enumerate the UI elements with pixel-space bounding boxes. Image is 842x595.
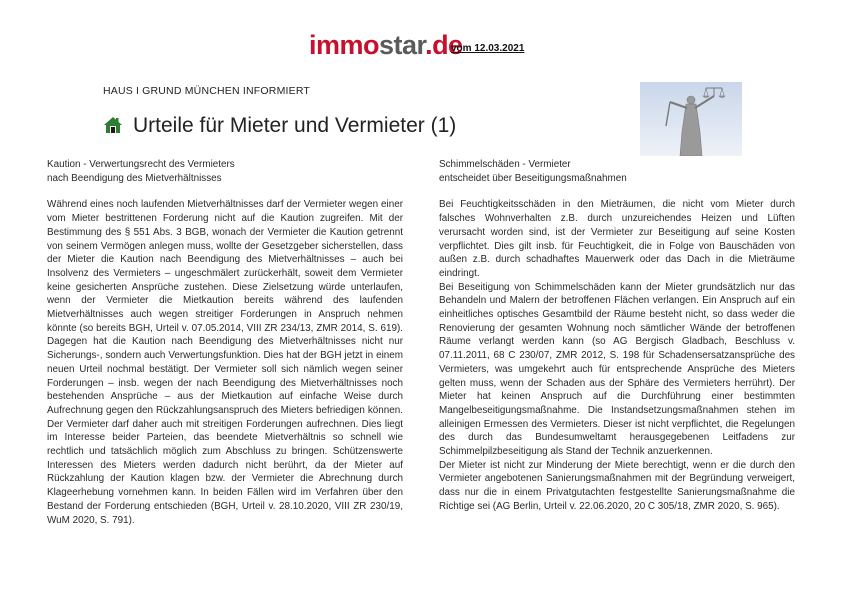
schimmel-heading-line1: Schimmelschäden - Vermieter [439, 159, 571, 170]
kaution-heading-line2: nach Beendigung des Mietverhältnisses [47, 172, 222, 184]
article-kaution [47, 158, 403, 527]
org-haus: HAUS [103, 85, 133, 97]
organization-line [103, 85, 310, 97]
org-separator: I [135, 85, 140, 97]
schimmel-paragraph-2: Bei Beseitigung von Schimmelschäden kann der Mieter grundsätzlich nur das Behandeln und Malern der betroffenen Flächen verlangen. Ein Anspruch auf ein einheitliches optisches Gesamtbild der Räume besteht nicht, so dass weder die Renovierung der gesamten Wohnung noch sämtlicher Wände der betroffenen Räume verlangt werden kann (so AG Bergisch Gladbach, Beschluss v. 07.11.2011, 68 C 230/07, ZMR 2012, S. 198 für Schadensersatzansprüche des Vermieters, was umgekehrt auch für entsprechende Ansprüche des Mieters gelten muss, wenn der Schaden aus der Sphäre des Vermieters herrührt). Der Mieter hat keinen Anspruch auf die Durchführung einer bestimmten Mangelbeseitigungsmaßnahme. Die Instandsetzungsmaßnahmen stehen im alleinigen Ermessen des Vermieters. Dieser ist nicht verpflichtet, die Regelungen des durch das Bundesumweltamt herausgegebenen Leitfadens zur Schimmelpilzbeseitigung als Stand der Technik anzuerkennen. [439, 281, 795, 458]
logo-part-star: star [379, 30, 426, 60]
article-schimmel [439, 158, 795, 514]
logo-part-de: .de [425, 30, 463, 60]
org-grund: GRUND MÜNCHEN INFORMIERT [142, 85, 311, 97]
lady-justice-image [640, 82, 742, 156]
schimmel-heading-line2: entscheidet über Beseitigungsmaßnahmen [439, 172, 627, 184]
publication-date: vom 12.03.2021 [451, 43, 525, 54]
schimmel-paragraph-3: Der Mieter ist nicht zur Minderung der Miete berechtigt, wenn er die durch den Vermieter angebotenen Sanierungsmaßnahmen mit der Begründung verweigert, dass nur die in einem Privatgutachten festgestellte Sanierungsmaßnahme die Richtige sei (AG Berlin, Urteil v. 22.06.2020, 20 C 305/18, ZMR 2020, S. 965). [439, 459, 795, 512]
kaution-body: Während eines noch laufenden Mietverhältnisses darf der Vermieter wegen einer vom Mieter bestrittenen Forderung nicht auf die Kaution zugreifen. Mit der Bestimmung des § 551 Abs. 3 BGB, wonach der Vermieter die Kaution getrennt von seinem Vermögen anlegen muss, wollte der Gesetzgeber sicherstellen, dass der Mieter die Kaution nach Beendigung des Mietverhältnisses – auch bei Insolvenz des Vermieters – ungeschmälert zurückerhält, soweit dem Vermieter keine gesicherten Ansprüche zustehen. Diese Zielsetzung würde unterlaufen, wenn der Vermieter die Mietkaution bereits während des laufenden Mietverhältnisses auch wegen streitiger Forderungen in Anspruch nehmen könnte (so bereits BGH, Urteil v. 07.05.2014, VIII ZR 234/13, ZMR 2014, S. 619). Dagegen hat die Kaution nach Beendigung des Mietverhältnisses nicht nur Sicherungs-, sondern auch Verwertungsfunktion. Dies hat der BGH jetzt in einem neuen Urteil nochmal bestätigt. Der Vermieter soll sich nämlich wegen seiner Forderungen – insb. wegen der nach Beendigung des Mietverhältnisses noch bestehenden Ansprüche – aus der Mietkaution auf einfache Weise durch Aufrechnung gegen den Rückzahlungsanspruch des Mieters befriedigen können. Der Vermieter darf daher auch mit streitigen Forderungen aufrechnen. Dies liegt im Interesse beider Parteien, das beendete Mietverhältnis so schnell wie rechtlich und tatsächlich möglich zum Abschluss zu bringen. Schützenswerte Interessen des Mieters werden dadurch nicht berührt, da der Mieter auf Rückzahlung der Kaution klagen bzw. der Vermieter die Abrechnung durch Klageerhebung vornehmen kann. In beiden Fällen wird im Verfahren über den Bestand der Forderung entschieden (BGH, Urteil v. 28.10.2020, VIII ZR 230/19, WuM 2020, S. 791). [47, 199, 403, 526]
kaution-heading-line1: Kaution - Verwertungsrecht des Vermieters [47, 159, 235, 170]
house-icon [103, 115, 123, 135]
immostar-logo [309, 30, 463, 60]
page-title: Urteile für Mieter und Vermieter (1) [133, 114, 457, 137]
logo-part-immo: immo [309, 30, 380, 60]
schimmel-paragraph-1: Bei Feuchtigkeitsschäden in den Mieträumen, die nicht vom Mieter durch falsches Wohnverhalten z.B. durch unzureichendes Heizen und Lüften verursacht worden sind, ist der Vermieter zur Beseitigung auf seine Kosten verpflichtet. Dies gilt insb. für Feuchtigkeit, die in Folge von Bauschäden von außen z.B. durch schadhaftes Mauerwerk oder das Dach in die Mieträume eindringt. [439, 199, 795, 279]
